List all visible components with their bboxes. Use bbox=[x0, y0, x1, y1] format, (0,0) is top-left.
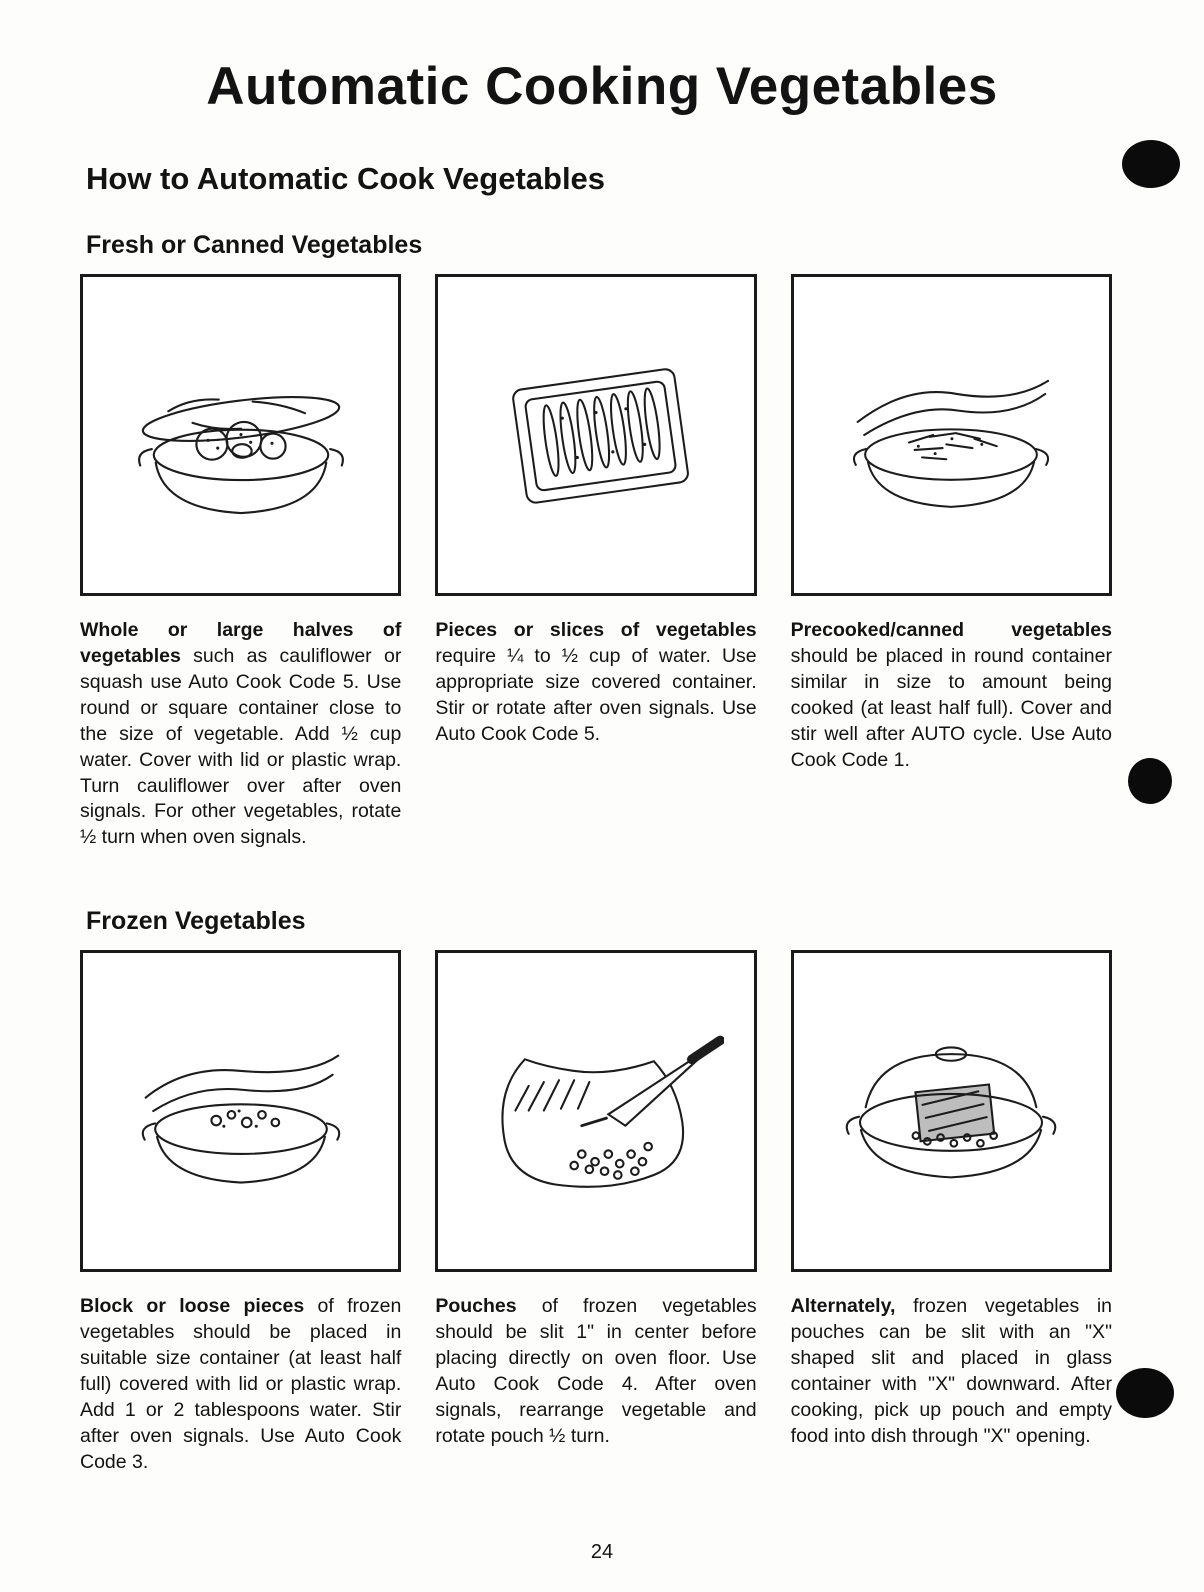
page-title: Automatic Cooking Vegetables bbox=[206, 57, 998, 116]
section-fresh-or-canned bbox=[0, 231, 1204, 851]
instruction-body: such as cauliflower or squash use Auto Cook Code 5. Use round or square container close to the size of vegetable. Add ½ cup water. Cover with lid or plastic wrap. Turn cauliflower over after oven signals. For other vegetables, rotate ½ turn when oven signals. bbox=[80, 644, 402, 849]
instruction-body: of frozen vegetables should be placed in suitable size container (at least half full) covered with lid or plastic wrap. Add 1 or 2 tablespoons water. Stir after oven signals. Use Auto Cook Code 3. bbox=[80, 1295, 402, 1473]
instruction-lead: Precooked/canned vegetables bbox=[790, 619, 1112, 641]
illustration-box-block-pieces bbox=[80, 950, 401, 1272]
instruction-body: frozen vegetables in pouches can be slit with an "X" shaped slit and placed in glass container with "X" downward. After cooking, pick up pouch and empty food into dish through "X" opening. bbox=[790, 1295, 1113, 1447]
glass-casserole-with-pouch-illustration bbox=[823, 1005, 1079, 1217]
instruction-paragraph bbox=[435, 1294, 756, 1475]
instruction-paragraph bbox=[80, 1294, 401, 1475]
tray-of-vegetable-slices-illustration bbox=[465, 329, 727, 541]
print-registration-dot bbox=[1128, 758, 1172, 804]
instruction-paragraph bbox=[791, 1294, 1112, 1475]
section-heading-frozen: Frozen Vegetables bbox=[86, 907, 306, 936]
illustration-box-pouches bbox=[435, 950, 756, 1272]
covered-bowl-frozen-pieces-illustration bbox=[117, 1005, 365, 1217]
illustration-box-alternate-pouch bbox=[791, 950, 1112, 1272]
instruction-paragraph bbox=[791, 618, 1112, 851]
pouch-slit-with-knife-illustration bbox=[468, 1003, 724, 1219]
fresh-text-row bbox=[80, 596, 1112, 851]
instruction-body: require ¼ to ½ cup of water. Use appropriate size covered container. Stir or rotate after oven signals. Use Auto Cook Code 5. bbox=[435, 644, 757, 745]
bowl-of-green-beans-illustration bbox=[825, 329, 1077, 541]
section-heading-fresh-or-canned: Fresh or Canned Vegetables bbox=[86, 231, 423, 259]
instruction-paragraph bbox=[435, 618, 756, 851]
covered-casserole-with-cauliflower-illustration bbox=[115, 324, 367, 546]
instruction-lead: Alternately, bbox=[790, 1295, 896, 1318]
illustration-box-precooked-canned bbox=[791, 274, 1112, 596]
instruction-body: should be placed in round container similar in size to amount being cooked (at least half full). Cover and stir well after AUTO cycle. Use Auto Cook Code 1. bbox=[790, 644, 1112, 771]
fresh-illustration-row bbox=[80, 274, 1112, 596]
instruction-lead: Pieces or slices of vegetables bbox=[435, 619, 757, 641]
print-registration-dot bbox=[1116, 1368, 1174, 1418]
page-number: 24 bbox=[590, 1541, 614, 1563]
instruction-lead: Block or loose pieces bbox=[80, 1295, 305, 1318]
frozen-text-row bbox=[80, 1272, 1112, 1475]
instruction-body: of frozen vegetables should be slit 1" in center before placing directly on oven floor. Use Auto Cook Code 4. After oven signals, rearrange vegetable and rotate pouch ½ turn. bbox=[435, 1295, 757, 1447]
page-subtitle: How to Automatic Cook Vegetables bbox=[86, 161, 606, 196]
instruction-lead: Pouches bbox=[435, 1295, 517, 1318]
instruction-paragraph bbox=[80, 618, 401, 851]
instruction-lead: Whole or large halves of vegetables bbox=[80, 619, 402, 667]
illustration-box-whole-vegetables bbox=[80, 274, 401, 596]
section-frozen bbox=[0, 907, 1204, 1475]
frozen-illustration-row bbox=[80, 950, 1112, 1272]
print-registration-dot bbox=[1122, 140, 1180, 188]
illustration-box-pieces-slices bbox=[435, 274, 756, 596]
